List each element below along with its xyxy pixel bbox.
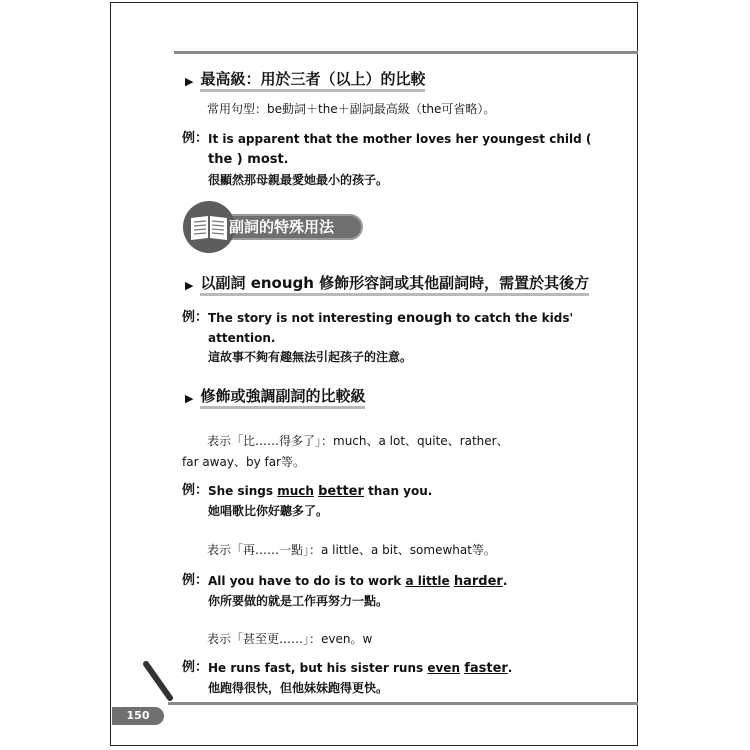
note-text-continued: far away、by far等。 xyxy=(182,455,305,469)
example-sentence-line1 xyxy=(208,310,573,327)
example-text: It is apparent that the mother loves her youngest child ( xyxy=(208,132,592,146)
underlined-emphasis-text: harder xyxy=(453,574,503,589)
page-number: 150 xyxy=(112,707,164,725)
emphasis-text: enough xyxy=(397,311,452,326)
example-text: The story is not interesting xyxy=(208,311,398,325)
heading-text: 修飾或強調副詞的比較級 xyxy=(200,387,365,409)
triangle-bullet-icon: ▶ xyxy=(185,391,194,405)
badge-circle xyxy=(183,201,235,253)
example-text: . xyxy=(502,574,508,588)
underlined-text: much xyxy=(277,484,314,498)
footer-rule xyxy=(168,702,638,705)
example-sentence-line1 xyxy=(208,131,591,147)
example-translation: 你所要做的就是工作再努力一點。 xyxy=(208,594,389,608)
example-sentence xyxy=(208,573,507,590)
note-text: 表示「再……一點」：a little、a bit、somewhat等。 xyxy=(207,543,496,557)
note-text: 表示「比……得多了」：much、a lot、quite、rather、 xyxy=(207,434,509,448)
example-text: . xyxy=(507,661,513,675)
section-badge xyxy=(183,201,365,253)
example-text: He runs fast, but his sister runs xyxy=(208,661,428,675)
heading-enough xyxy=(185,274,589,296)
example-translation: 這故事不夠有趣無法引起孩子的注意。 xyxy=(208,350,413,364)
example-text: to catch the kids' xyxy=(451,311,574,325)
underlined-text: a little xyxy=(405,574,450,588)
example-text: than you. xyxy=(363,484,433,498)
underlined-emphasis-text: better xyxy=(318,484,364,499)
triangle-bullet-icon: ▶ xyxy=(185,278,194,292)
example-label: 例： xyxy=(182,310,209,325)
example-text: All you have to do is to work xyxy=(208,574,406,588)
header-rule xyxy=(174,51,638,54)
heading-comparative xyxy=(185,387,365,409)
underlined-text: even xyxy=(427,661,460,675)
example-label: 例： xyxy=(182,573,209,588)
example-sentence-line2 xyxy=(208,151,288,168)
triangle-bullet-icon: ▶ xyxy=(185,74,194,88)
example-sentence xyxy=(208,660,512,677)
pencil-icon xyxy=(140,658,180,706)
example-sentence xyxy=(208,483,432,500)
example-sentence-line2: attention. xyxy=(208,331,276,345)
heading-superlative xyxy=(185,70,425,92)
underlined-emphasis-text: faster xyxy=(464,661,508,676)
book-icon xyxy=(183,201,235,253)
emphasis-text: the ) most xyxy=(208,152,284,167)
note-text: 表示「甚至更……」：even。w xyxy=(207,632,373,646)
pattern-text: 常用句型：be動詞＋the＋副詞最高級（the可省略）。 xyxy=(207,102,496,116)
heading-text: 最高級：用於三者（以上）的比較 xyxy=(200,70,425,92)
heading-text: 以副詞 enough 修飾形容詞或其他副詞時，需置於其後方 xyxy=(200,274,589,296)
example-translation: 很顯然那母親最愛她最小的孩子。 xyxy=(208,173,389,187)
example-translation: 他跑得很快，但他妹妹跑得更快。 xyxy=(208,681,389,695)
example-label: 例： xyxy=(182,660,209,675)
example-translation: 她唱歌比你好聽多了。 xyxy=(208,504,329,518)
example-text: She sings xyxy=(208,484,278,498)
example-label: 例： xyxy=(182,483,209,498)
example-label: 例： xyxy=(182,131,209,146)
example-text: . xyxy=(283,152,289,166)
badge-label: 副詞的特殊用法 xyxy=(229,218,335,236)
